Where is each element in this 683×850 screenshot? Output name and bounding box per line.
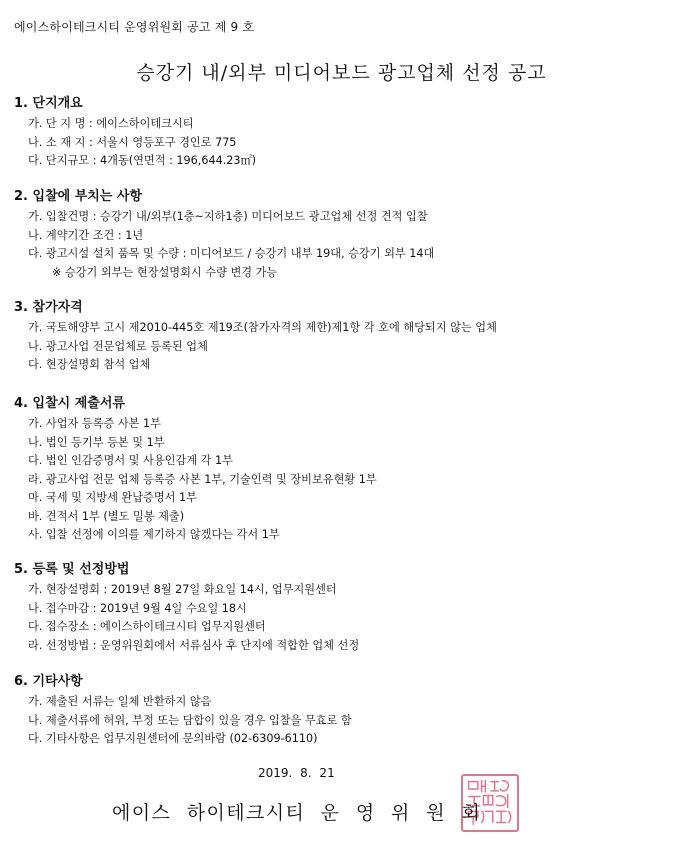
section-bid-items <box>14 186 674 282</box>
list-item: 가. 입찰건명 : 승강기 내/외부(1층~지하1층) 미디어보드 광고업체 선정 견적 입찰 <box>28 210 428 223</box>
list-item: 가. 사업자 등록증 사본 1부 <box>28 417 161 430</box>
list-item: 다. 기타사항은 업무지원센터에 문의바람 (02-6309-6110) <box>28 732 318 745</box>
notice-date: 2019. 8. 21 <box>258 766 335 780</box>
list-item: 가. 제출된 서류는 일체 반환하지 않음 <box>28 695 212 708</box>
section-required-documents <box>14 393 674 545</box>
list-item: 가. 현장설명회 : 2019년 8월 27일 화요일 14시, 업무지원센터 <box>28 583 337 596</box>
list-item: 사. 입찰 선정에 이의를 제기하지 않겠다는 각서 1부 <box>28 528 280 541</box>
list-item: 가. 국토해양부 고시 제2010-445호 제19조(참가자격의 제한)제1항 각 호에 해당되지 않는 업체 <box>28 321 497 334</box>
list-item: 다. 단지규모 : 4개동(연면적 : 196,644.23㎡) <box>28 154 257 167</box>
issuer-signature: 에이스 하이테크시티 운 영 위 원 회 <box>112 802 482 824</box>
list-item: 다. 광고시설 설치 품목 및 수량 : 미디어보드 / 승강기 내부 19대, 승강기 외부 14대 <box>28 247 435 260</box>
list-item: 다. 접수장소 : 에이스하이테크시티 업무지원센터 <box>28 620 266 633</box>
section-heading: 5. 등록 및 선정방법 <box>14 562 130 577</box>
list-item: 나. 광고사업 전문업체로 등록된 업체 <box>28 339 208 353</box>
section-heading: 4. 입찰시 제출서류 <box>14 396 125 411</box>
list-item: 다. 현장설명회 참석 업체 <box>28 358 151 371</box>
list-item: 라. 광고사업 전문 업체 등록증 사본 1부, 기술인력 및 장비보유현황 1부 <box>28 472 377 486</box>
list-item: 나. 소 재 지 : 서울시 영등포구 경인로 775 <box>28 135 237 149</box>
section-heading: 2. 입찰에 부치는 사항 <box>14 189 143 204</box>
document-title: 승강기 내/외부 미디어보드 광고업체 선정 공고 <box>136 62 547 84</box>
section-eligibility <box>14 297 674 375</box>
list-item: 다. 법인 인감증명서 및 사용인감계 각 1부 <box>28 454 233 467</box>
list-item: 나. 접수마감 : 2019년 9월 4일 수요일 18시 <box>28 601 247 615</box>
section-heading: 6. 기타사항 <box>14 674 83 689</box>
list-item: 나. 계약기간 조건 : 1년 <box>28 228 144 242</box>
note-text: ※ 승강기 외부는 현장설명회시 수량 변경 가능 <box>52 265 278 279</box>
list-item: 마. 국세 및 지방세 완납증명서 1부 <box>28 491 197 504</box>
list-item: 라. 선정방법 : 운영위원회에서 서류심사 후 단지에 적합한 업체 선정 <box>28 638 360 652</box>
section-site-overview <box>14 93 674 171</box>
section-other-matters <box>14 671 674 749</box>
section-heading: 3. 참가자격 <box>14 300 83 315</box>
list-item: 나. 법인 등기부 등본 및 1부 <box>28 435 165 449</box>
section-registration-selection <box>14 559 674 655</box>
list-item: 바. 견적서 1부 (별도 밀봉 제출) <box>28 509 185 523</box>
notice-number: 에이스하이테크시티 운영위원회 공고 제 9 호 <box>14 20 255 34</box>
list-item: 나. 제출서류에 허위, 부정 또는 담합이 있을 경우 입찰을 무효로 함 <box>28 713 352 727</box>
list-item: 가. 단 지 명 : 에이스하이테크시티 <box>28 117 194 130</box>
section-heading: 1. 단지개요 <box>14 96 83 111</box>
